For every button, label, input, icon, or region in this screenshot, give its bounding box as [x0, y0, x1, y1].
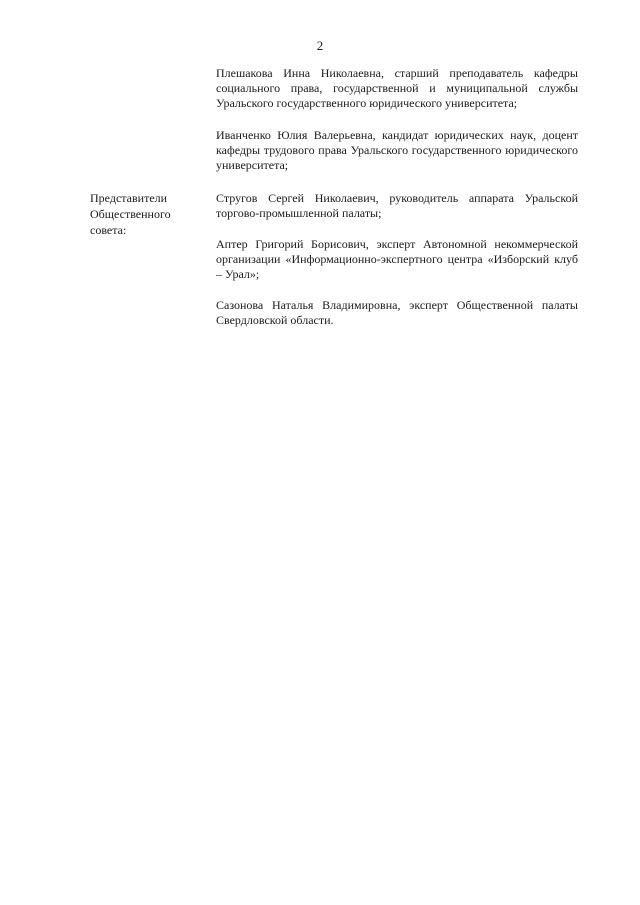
council-representatives-label: Представители Общественного совета:	[90, 191, 171, 237]
council-member-entry-strugov: Стругов Сергей Николаевич, руководитель аппарата Уральской торгово-промышленной палаты;	[216, 191, 578, 220]
council-member-entry-sazonova: Сазонова Наталья Владимировна, эксперт Общественной палаты Свердловской области.	[216, 298, 578, 327]
council-member-entry-apter: Аптер Григорий Борисович, эксперт Автономной некоммерческой организации «Информационно-экспертного центра «Изборский клуб – Урал»;	[216, 237, 578, 281]
page-number: 2	[316, 38, 324, 53]
member-entry-pleshakova: Плешакова Инна Николаевна, старший преподаватель кафедры социального права, государственной и муниципальной службы Уральского государственного юридического университета;	[216, 66, 578, 110]
member-entry-ivanchenko: Иванченко Юлия Валерьевна, кандидат юридических наук, доцент кафедры трудового права Уральского государственного юридического университета;	[216, 128, 578, 172]
